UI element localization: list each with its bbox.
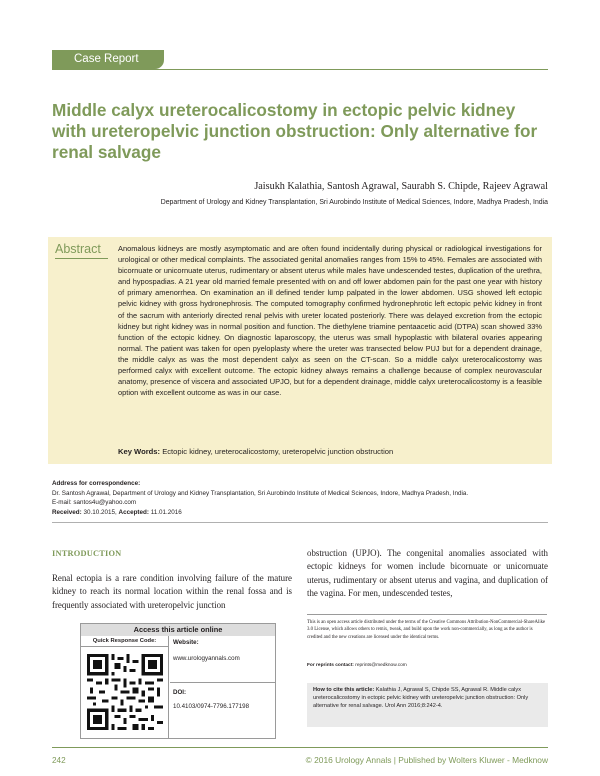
correspondence-label: Address for correspondence: [52,480,141,487]
article-title: Middle calyx ureterocalicostomy in ectopic pelvic kidney with ureteropelvic junction obstruction: Only alternative for renal salvage [52,100,538,162]
publisher-footer: © 2016 Urology Annals | Published by Wolters Kluwer - Medknow [305,755,548,765]
website-block [173,638,273,663]
page-number: 242 [52,756,66,765]
qr-label: Quick Response Code: [81,636,169,647]
cite-text: Kalathia J, Agrawal S, Chipde SS, Agrawal R. Middle calyx ureterocalicostomy in ectopic pelvic kidney with ureteropelvic junction obstruction: Only alternative for renal salvage. Urol Ann 2016;8:242-4. [313,687,529,709]
footer-rule [52,747,548,748]
access-divider [170,682,275,683]
section-tab: Case Report [52,50,164,69]
cite-box [307,683,548,727]
correspondence-address: Dr. Santosh Agrawal, Department of Urology and Kidney Transplantation, Sri Aurobindo Institute of Medical Sciences, Indore, Madhya Pradesh, India. [52,489,469,497]
received-accepted [52,508,552,518]
received-date: 30.10.2015, [83,508,117,516]
reprints-email[interactable]: reprints@medknow.com [355,663,407,668]
abstract-label: Abstract [55,242,101,256]
accepted-label: Accepted: [118,508,149,516]
abstract-box [48,237,552,464]
abstract-label-underline [55,258,108,259]
cite-label: How to cite this article: [313,687,375,693]
keywords-text: Ectopic kidney, ureterocalicostomy, ureteropelvic junction obstruction [162,447,394,456]
qr-code-icon[interactable] [87,654,163,730]
doi-value[interactable]: 10.4103/0974-7796.177198 [173,703,250,710]
introduction-heading: INTRODUCTION [52,549,122,558]
access-article-box [80,623,276,739]
header-rule [52,69,548,70]
qr-cell [81,647,169,739]
doi-block [173,686,273,714]
introduction-text-right: obstruction (UPJO). The congenital anomalies associated with ectopic kidneys for women include bicornuate or unicornuate uterus, rudimentary or absent uterus and vagina, and duplication of the vagina. For men, undescended testes, [307,548,548,598]
correspondence-block [52,479,552,517]
license-text: This is an open access article distributed under the terms of the Creative Commons Attribution-NonCommercial-ShareAlike 3.0 License, which allows others to remix, tweak, and build upon the work non-commercially, as long as the author is credited and the new creations are licensed under the identical terms. [307,620,546,640]
section-divider [52,522,548,523]
website-link[interactable]: www.urologyannals.com [173,655,240,662]
keywords [118,447,542,456]
reprints-line [307,663,548,668]
affiliation: Department of Urology and Kidney Transplantation, Sri Aurobindo Institute of Medical Sciences, Indore, Madhya Pradesh, India [160,199,548,206]
accepted-date: 11.01.2016 [150,508,182,516]
access-header: Access this article online [81,624,275,636]
doi-label: DOI: [173,689,187,696]
correspondence-email[interactable]: E-mail: santos4u@yahoo.com [52,499,137,507]
abstract-text: Anomalous kidneys are mostly asymptomatic and are often found incidentally during physical or radiological investigations for urological or other medical complaints. The associated genital anomalies ranges from 15% to 45%. Females are associated with bicornuate or unicornuate uterus, rudimentary or absent uterus while males have undescended testes, duplication of the urethra, and hypospadias. A 21 year old married female presented with on and off lower abdomen pain for the past one year with history of primary amenorrhea. On examination an ill defined tender lump palpated in the lower abdomen. USG showed left ectopic pelvic kidney with gross hydronephrosis. The computed tomography confirmed hydronephrotic left ectopic pelvic kidney in front of the sacrum with anteriorly directed renal pelvis with ureter located posteriorly. There was delayed excretion from the ectopic kidney but right kidney was in normal position and function. The diethylene triamine pentaacetic acid (DTPA) scan showed 33% function of the ectopic kidney. On diagnostic laparoscopy, the uterus was small hypoplastic with bilateral ovaries appearing normal. The patient was taken for open pyeloplasty where the ureter was transected below PUJ but for a dependent drainage, the middle calyx as was the most dependent calyx as seen on the CT-scan. So a middle calyx ureterocalicostomy was performed calyx with excellent outcome. The ectopic kidney always remains a challenge because of complex neurovascular anatomy, presence of viscera and associated UPJO, but for a dependent drainage, middle calyx ureterocalicostomy is a feasible option with excellent outcome as was in our case. [118,244,542,398]
keywords-label: Key Words: [118,447,161,456]
license-divider [307,614,547,615]
website-label: Website: [173,639,199,646]
reprints-label: For reprints contact: [307,663,354,668]
author-list: Jaisukh Kalathia, Santosh Agrawal, Saurabh S. Chipde, Rajeev Agrawal [254,181,548,192]
introduction-text-left: Renal ectopia is a rare condition involving failure of the mature kidney to reach its normal location within the renal fossa and is frequently associated with ureteropelvic junction [52,573,292,610]
received-label: Received: [52,508,82,516]
